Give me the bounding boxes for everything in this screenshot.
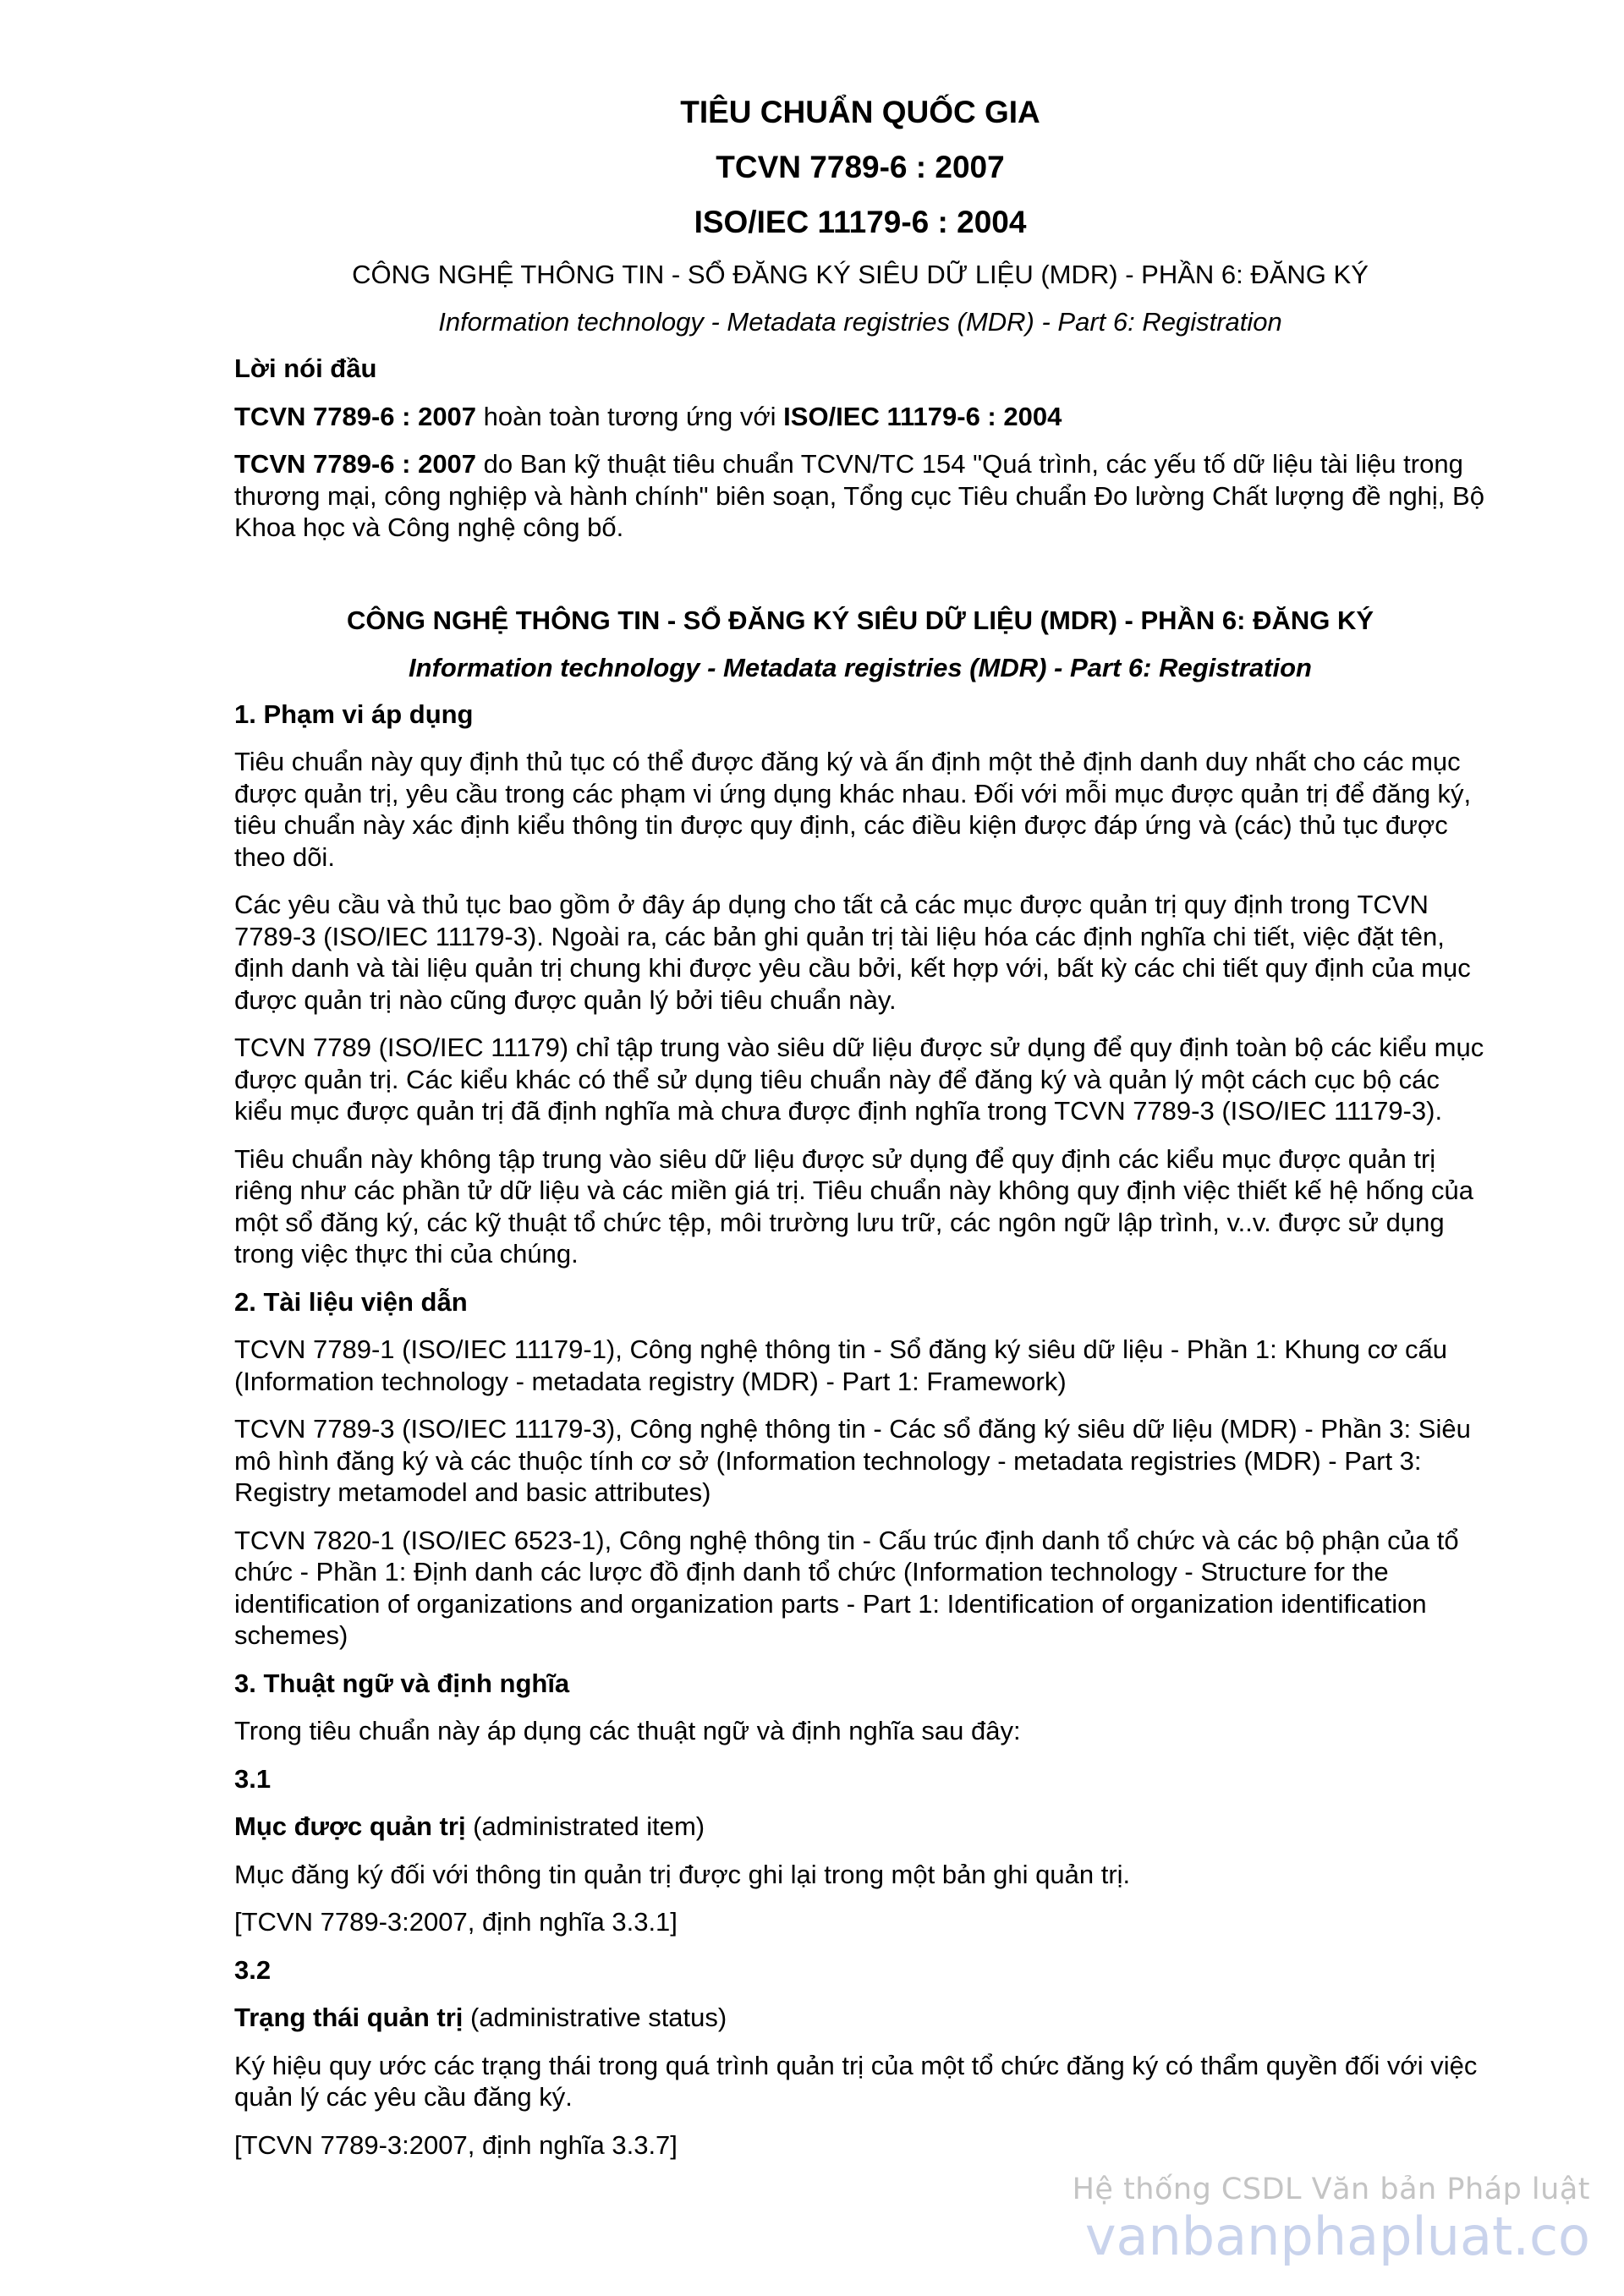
foreword-paragraph-2 xyxy=(234,448,1486,544)
term-definition: Mục đăng ký đối với thông tin quản trị được ghi lại trong một bản ghi quản trị. xyxy=(234,1859,1131,1889)
paragraph: Tiêu chuẩn này quy định thủ tục có thể được đăng ký và ấn định một thẻ định danh duy nhất cho các mục được quản trị, yêu cầu trong các phạm vi ứng dụng khác nhau. Đối với mỗi mục được quản trị để đăng ký, tiêu chuẩn này xác định kiểu thông tin được quy định, các điều kiện được đáp ứng và (các) thủ tục được theo dõi. xyxy=(234,747,1472,872)
document-body xyxy=(234,93,1486,2177)
term-number: 3.1 xyxy=(234,1763,272,1794)
standard-code-heading: TCVN 7789-6 : 2007 xyxy=(716,150,1005,184)
iso-code-heading: ISO/IEC 11179-6 : 2004 xyxy=(694,205,1027,239)
standard-code-ref: TCVN 7789-6 : 2007 xyxy=(234,401,477,431)
spacer xyxy=(234,560,1486,604)
foreword-heading: Lời nói đầu xyxy=(234,353,377,383)
foreword-text: hoàn toàn tương ứng với xyxy=(476,401,784,431)
watermark-site: vanbanphapluat.co xyxy=(1084,2206,1590,2267)
section-heading-terms: 3. Thuật ngữ và định nghĩa xyxy=(234,1668,570,1698)
iso-code-ref: ISO/IEC 11179-6 : 2004 xyxy=(783,401,1062,431)
term-name xyxy=(234,2002,1486,2034)
foreword-paragraph-1 xyxy=(234,401,1486,433)
paragraph: Tiêu chuẩn này không tập trung vào siêu dữ liệu được sử dụng để quy định các kiểu mục được quản trị riêng như các phần tử dữ liệu và các miền giá trị. Tiêu chuẩn này không quy định việc thiết kế hệ hống của một sổ đăng ký, các kỹ thuật tổ chức tệp, môi trường lưu trữ, các ngôn ngữ lập trình, v..v. được sử dụng trong việc thực thi của chúng. xyxy=(234,1143,1474,1269)
term-english: (administrated item) xyxy=(465,1811,705,1841)
reference-item: TCVN 7820-1 (ISO/IEC 6523-1), Công nghệ thông tin - Cấu trúc định danh tổ chức và các bộ phận của tổ chức - Phần 1: Định danh các lược đồ định danh tổ chức (Information technology - Structure for the identification of organizations and organization parts - Part 1: Identification of organization identification schemes) xyxy=(234,1525,1459,1650)
term-source: [TCVN 7789-3:2007, định nghĩa 3.3.1] xyxy=(234,1907,678,1937)
term-vietnamese: Mục được quản trị xyxy=(234,1811,466,1841)
watermark-caption: Hệ thống CSDL Văn bản Pháp luật xyxy=(1072,2173,1590,2206)
paragraph: TCVN 7789 (ISO/IEC 11179) chỉ tập trung vào siêu dữ liệu được sử dụng để quy định toàn bộ các kiểu mục được quản trị. Các kiểu khác có thể sử dụng tiêu chuẩn này để đăng ký và quản lý một cách cục bộ các kiểu mục được quản trị đã định nghĩa mà chưa được định nghĩa trong TCVN 7789-3 (ISO/IEC 11179-3). xyxy=(234,1033,1484,1126)
watermark xyxy=(1073,2172,1590,2266)
term-english: (administrative status) xyxy=(463,2003,727,2032)
section-heading-scope: 1. Phạm vi áp dụng xyxy=(234,699,474,729)
section-heading-references: 2. Tài liệu viện dẫn xyxy=(234,1286,468,1317)
title-english: Information technology - Metadata registries (MDR) - Part 6: Registration xyxy=(438,307,1282,337)
term-name xyxy=(234,1811,1486,1843)
reference-item: TCVN 7789-3 (ISO/IEC 11179-3), Công nghệ thông tin - Các sổ đăng ký siêu dữ liệu (MDR) - Phần 3: Siêu mô hình đăng ký và các thuộc tính cơ sở (Information technology - metadata registries (MDR) - Part 3: Registry metamodel and basic attributes) xyxy=(234,1414,1471,1507)
paragraph: Các yêu cầu và thủ tục bao gồm ở đây áp dụng cho tất cả các mục được quản trị quy định trong TCVN 7789-3 (ISO/IEC 11179-3). Ngoài ra, các bản ghi quản trị tài liệu hóa các định nghĩa chi tiết, việc đặt tên, định danh và tài liệu quản trị chung khi được yêu cầu bởi, kết hợp với, bất kỳ các chi tiết quy định của mục được quản trị nào cũng được quản lý bởi tiêu chuẩn này. xyxy=(234,890,1471,1015)
term-definition: Ký hiệu quy ước các trạng thái trong quá trình quản trị của một tổ chức đăng ký có thẩm quyền đối với việc quản lý các yêu cầu đăng ký. xyxy=(234,2050,1478,2112)
reference-item: TCVN 7789-1 (ISO/IEC 11179-1), Công nghệ thông tin - Sổ đăng ký siêu dữ liệu - Phần 1: Khung cơ cấu (Information technology - metadata registry (MDR) - Part 1: Framework) xyxy=(234,1334,1448,1396)
term-source: [TCVN 7789-3:2007, định nghĩa 3.3.7] xyxy=(234,2129,678,2160)
term-number: 3.2 xyxy=(234,1954,272,1985)
main-title-english: Information technology - Metadata registries (MDR) - Part 6: Registration xyxy=(409,652,1312,682)
standard-code-ref: TCVN 7789-6 : 2007 xyxy=(234,449,477,479)
title-vietnamese: CÔNG NGHỆ THÔNG TIN - SỔ ĐĂNG KÝ SIÊU DỮ LIỆU (MDR) - PHẦN 6: ĐĂNG KÝ xyxy=(352,260,1369,289)
paragraph: Trong tiêu chuẩn này áp dụng các thuật ngữ và định nghĩa sau đây: xyxy=(234,1716,1021,1745)
standard-type-heading: TIÊU CHUẨN QUỐC GIA xyxy=(680,95,1040,129)
main-title-vietnamese: CÔNG NGHỆ THÔNG TIN - SỔ ĐĂNG KÝ SIÊU DỮ LIỆU (MDR) - PHẦN 6: ĐĂNG KÝ xyxy=(346,605,1374,635)
foreword-text: do Ban kỹ thuật tiêu chuẩn TCVN/TC 154 "Quá trình, các yếu tố dữ liệu tài liệu trong thương mại, công nghiệp và hành chính" biên soạn, Tổng cục Tiêu chuẩn Đo lường Chất lượng đề nghị, Bộ Khoa học và Công nghệ công bố. xyxy=(234,449,1484,542)
term-vietnamese: Trạng thái quản trị xyxy=(234,2003,464,2032)
